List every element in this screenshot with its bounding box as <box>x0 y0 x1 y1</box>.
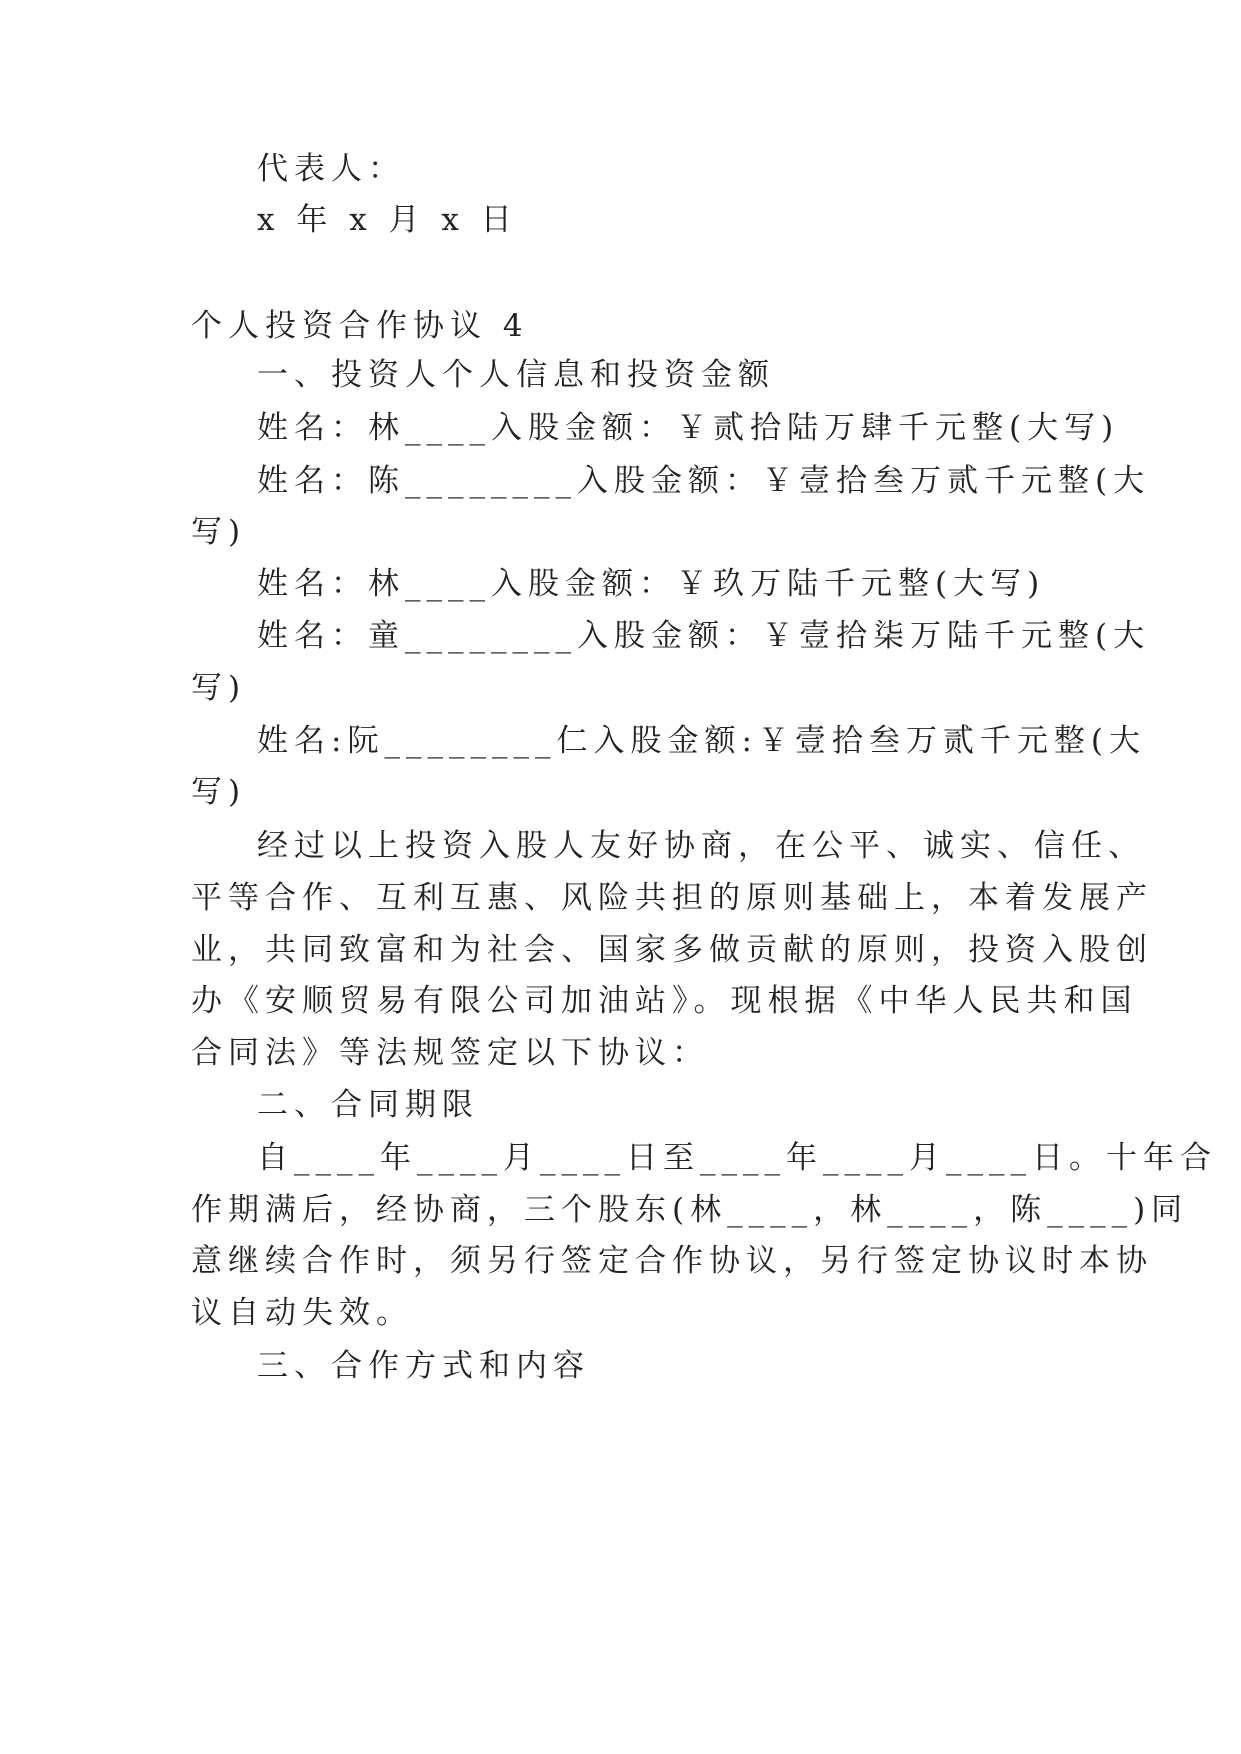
document-title: 个人投资合作协议 4 <box>191 308 529 344</box>
investor-2-continued: 写) <box>191 514 247 550</box>
term-line-3: 意继续合作时，须另行签定合作协议，另行签定协议时本协 <box>191 1243 1153 1279</box>
preamble-line-3: 业，共同致富和为社会、国家多做贡献的原则，投资入股创 <box>191 932 1153 968</box>
investor-2: 姓名：陈________入股金额：￥壹拾叁万贰千元整(大 <box>257 463 1151 499</box>
investor-5-continued: 写) <box>191 774 247 810</box>
investor-5: 姓名:阮________仁入股金额:￥壹拾叁万贰千元整(大 <box>257 723 1146 759</box>
investor-1: 姓名：林____入股金额：￥贰拾陆万肆千元整(大写) <box>257 410 1120 446</box>
term-line-1: 自____年____月____日至____年____月____日。十年合 <box>257 1140 1217 1176</box>
section-3-heading: 三、合作方式和内容 <box>257 1348 590 1384</box>
section-2-heading: 二、合同期限 <box>257 1087 479 1123</box>
preamble-line-4: 办《安顺贸易有限公司加油站》。现根据《中华人民共和国 <box>191 983 1138 1019</box>
investor-4-continued: 写) <box>191 670 247 706</box>
section-1-heading: 一、投资人个人信息和投资金额 <box>257 357 775 393</box>
investor-4: 姓名：童________入股金额：￥壹拾柒万陆千元整(大 <box>257 618 1151 654</box>
preamble-line-2: 平等合作、互利互惠、风险共担的原则基础上，本着发展产 <box>191 880 1153 916</box>
term-line-2: 作期满后，经协商，三个股东(林____，林____，陈____)同 <box>191 1192 1189 1228</box>
preamble-line-5: 合同法》等法规签定以下协议： <box>191 1035 709 1071</box>
investor-3: 姓名：林____入股金额：￥玖万陆千元整(大写) <box>257 566 1046 602</box>
signature-date: x 年 x 月 x 日 <box>257 202 518 238</box>
term-line-4: 议自动失效。 <box>191 1295 413 1331</box>
preamble-line-1: 经过以上投资入股人友好协商，在公平、诚实、信任、 <box>257 828 1145 864</box>
representative-label: 代表人： <box>257 151 405 187</box>
